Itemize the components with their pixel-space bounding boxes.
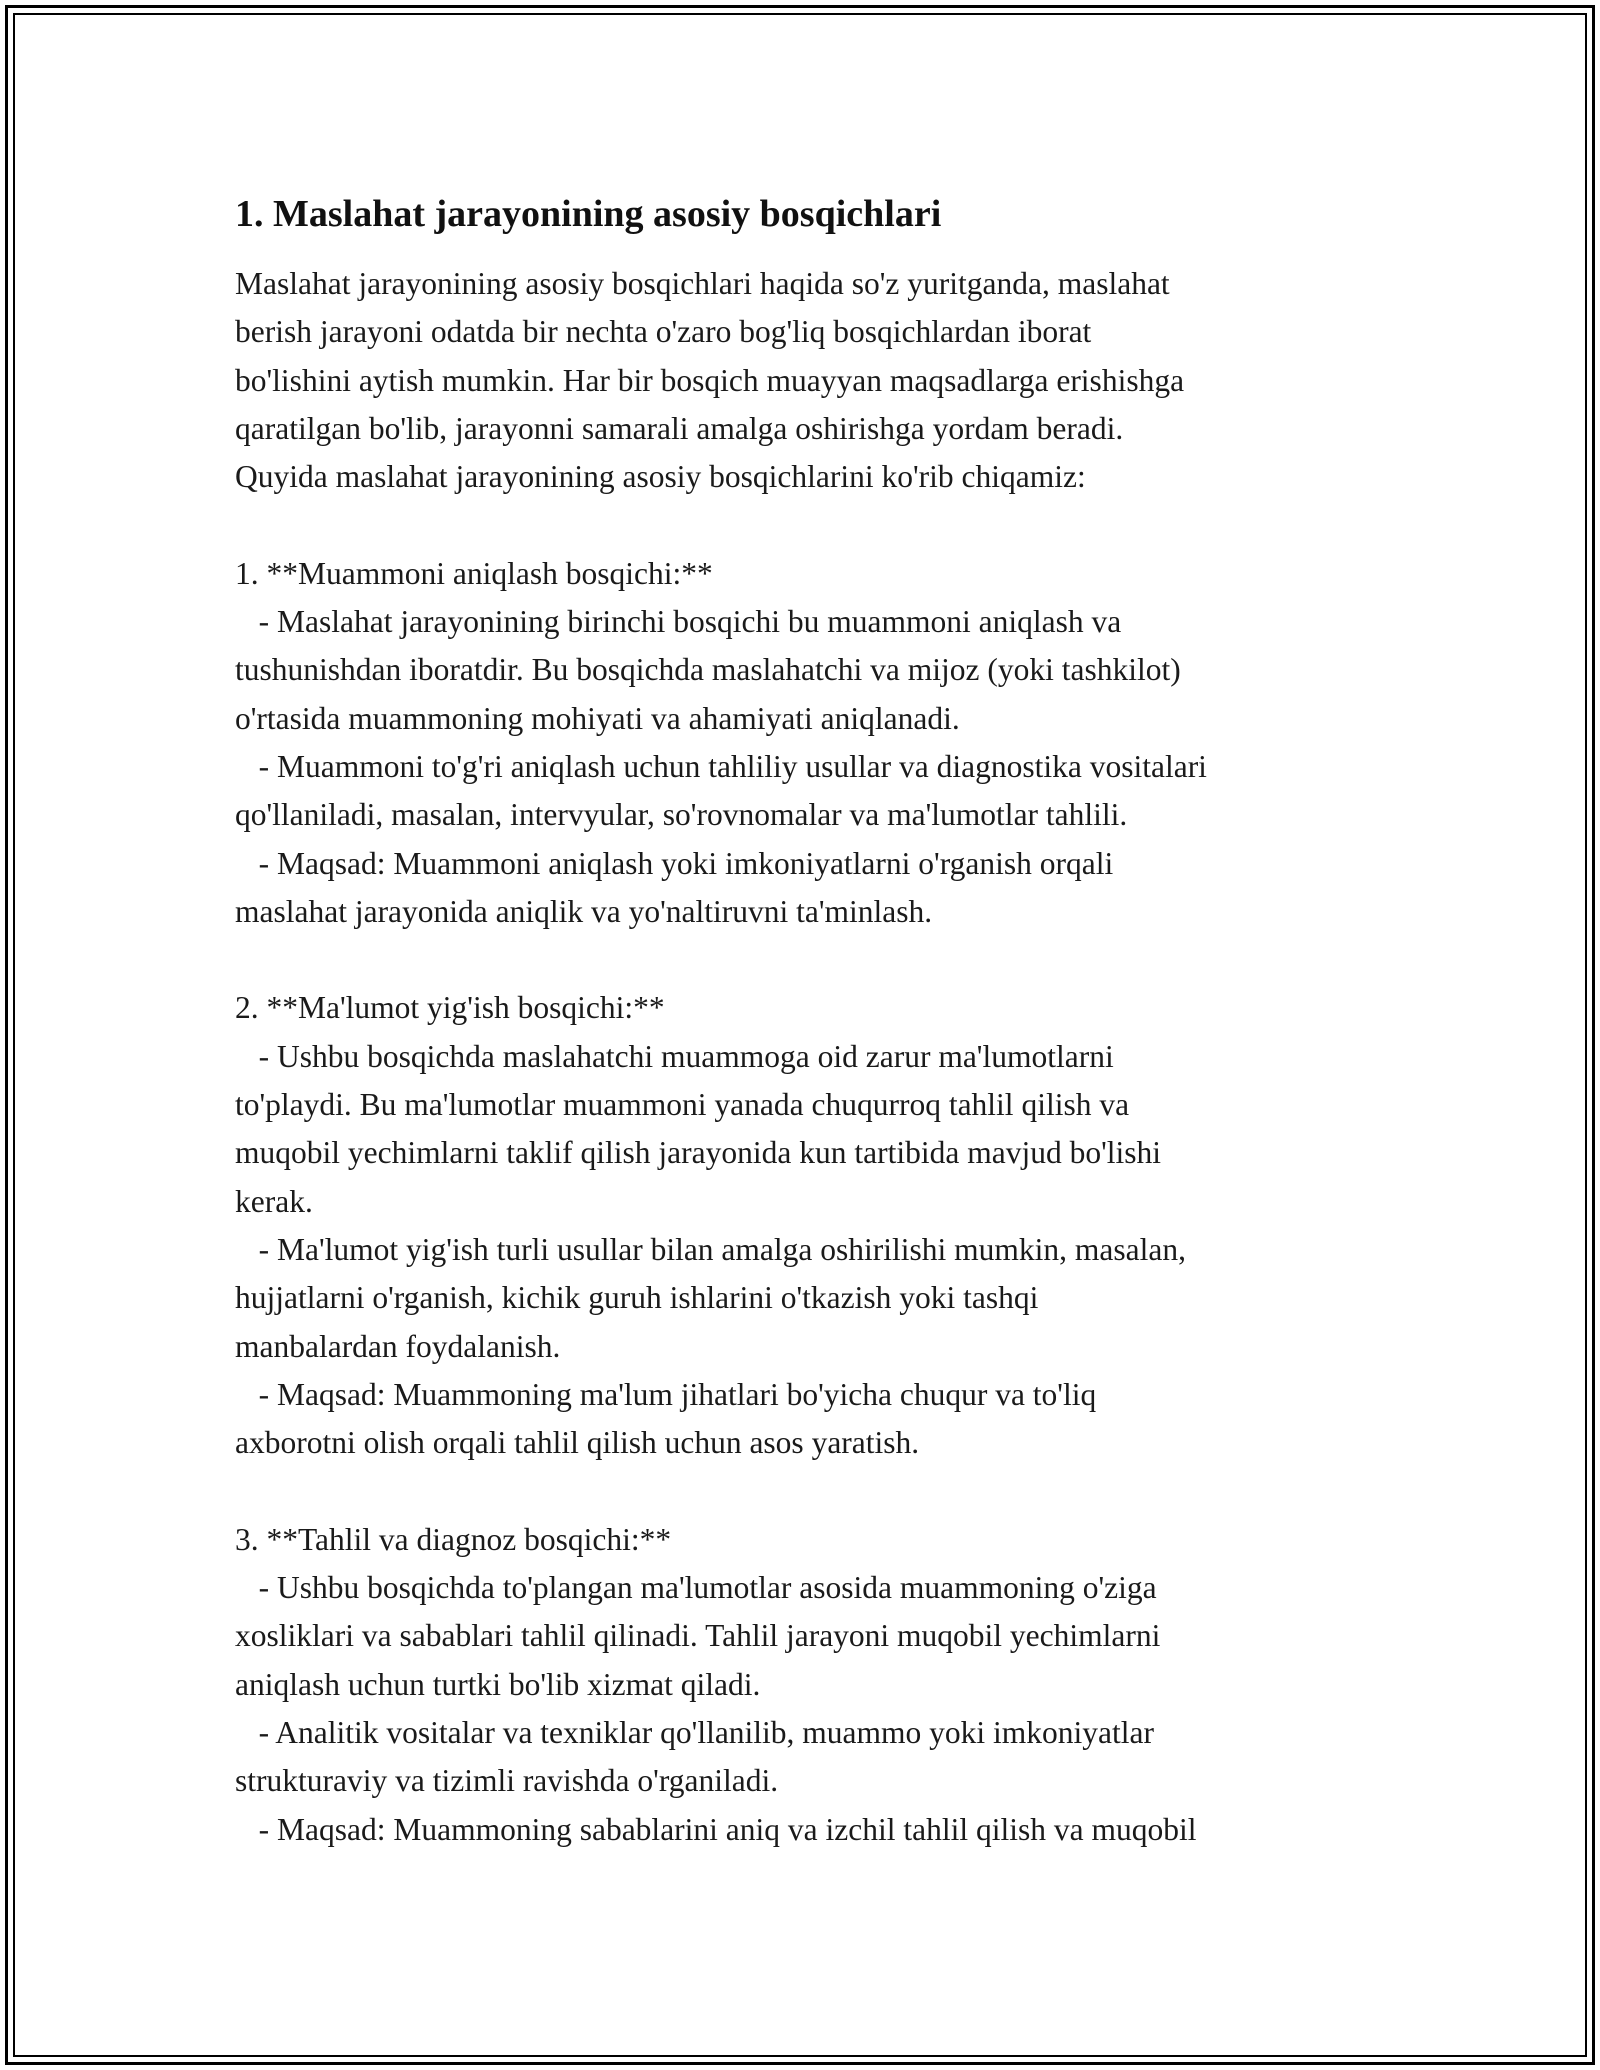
- text-line: [235, 501, 1395, 549]
- text-line: - Maqsad: Muammoning sabablarini aniq va izchil tahlil qilish va muqobil: [235, 1811, 1197, 1847]
- text-line: hujjatlarni o'rganish, kichik guruh ishlarini o'tkazish yoki tashqi: [235, 1280, 1039, 1316]
- text-line: kerak.: [235, 1183, 313, 1219]
- text-line: [235, 936, 1395, 984]
- text-line: xosliklari va sabablari tahlil qilinadi. Tahlil jarayoni muqobil yechimlarni: [235, 1618, 1161, 1654]
- text-line: muqobil yechimlarni taklif qilish jarayonida kun tartibida mavjud bo'lishi: [235, 1135, 1162, 1171]
- text-line: - Maslahat jarayonining birinchi bosqichi bu muammoni aniqlash va: [235, 604, 1122, 640]
- document-body: [235, 260, 1395, 1854]
- text-line: Quyida maslahat jarayonining asosiy bosqichlarini ko'rib chiqamiz:: [235, 459, 1086, 495]
- text-line: - Ushbu bosqichda to'plangan ma'lumotlar asosida muammoning o'ziga: [235, 1570, 1157, 1606]
- text-line: - Ma'lumot yig'ish turli usullar bilan amalga oshirilishi mumkin, masalan,: [235, 1231, 1186, 1267]
- text-line: qaratilgan bo'lib, jarayonni samarali amalga oshirishga yordam beradi.: [235, 410, 1124, 446]
- text-line: - Maqsad: Muammoni aniqlash yoki imkoniyatlarni o'rganish orqali: [235, 845, 1114, 881]
- text-line: - Ushbu bosqichda maslahatchi muammoga oid zarur ma'lumotlarni: [235, 1038, 1114, 1074]
- text-line: tushunishdan iboratdir. Bu bosqichda maslahatchi va mijoz (yoki tashkilot): [235, 652, 1181, 688]
- text-line: strukturaviy va tizimli ravishda o'rganiladi.: [235, 1763, 779, 1799]
- text-line: 3. **Tahlil va diagnoz bosqichi:**: [235, 1521, 672, 1557]
- text-line: bo'lishini aytish mumkin. Har bir bosqich muayyan maqsadlarga erishishga: [235, 362, 1185, 398]
- text-line: - Maqsad: Muammoning ma'lum jihatlari bo'yicha chuqur va to'liq: [235, 1376, 1097, 1412]
- text-line: 2. **Ma'lumot yig'ish bosqichi:**: [235, 990, 665, 1026]
- text-line: - Muammoni to'g'ri aniqlash uchun tahliliy usullar va diagnostika vositalari: [235, 748, 1207, 784]
- text-line: berish jarayoni odatda bir nechta o'zaro bog'liq bosqichlardan iborat: [235, 314, 1092, 350]
- text-line: to'playdi. Bu ma'lumotlar muammoni yanada chuqurroq tahlil qilish va: [235, 1087, 1130, 1123]
- text-line: qo'llaniladi, masalan, intervyular, so'rovnomalar va ma'lumotlar tahlili.: [235, 797, 1128, 833]
- text-line: maslahat jarayonida aniqlik va yo'naltiruvni ta'minlash.: [235, 893, 933, 929]
- text-line: o'rtasida muammoning mohiyati va ahamiyati aniqlanadi.: [235, 700, 960, 736]
- document-title: 1. Maslahat jarayonining asosiy bosqichlari: [235, 193, 942, 235]
- text-line: manbalardan foydalanish.: [235, 1328, 561, 1364]
- text-line: - Analitik vositalar va texniklar qo'llanilib, muammo yoki imkoniyatlar: [235, 1714, 1155, 1750]
- text-line: [235, 1467, 1395, 1515]
- text-line: Maslahat jarayonining asosiy bosqichlari haqida so'z yuritganda, maslahat: [235, 266, 1170, 301]
- text-line: aniqlash uchun turtki bo'lib xizmat qiladi.: [235, 1666, 761, 1702]
- text-line: axborotni olish orqali tahlil qilish uchun asos yaratish.: [235, 1425, 920, 1461]
- text-line: 1. **Muammoni aniqlash bosqichi:**: [235, 555, 713, 591]
- document-content: [235, 188, 1395, 1854]
